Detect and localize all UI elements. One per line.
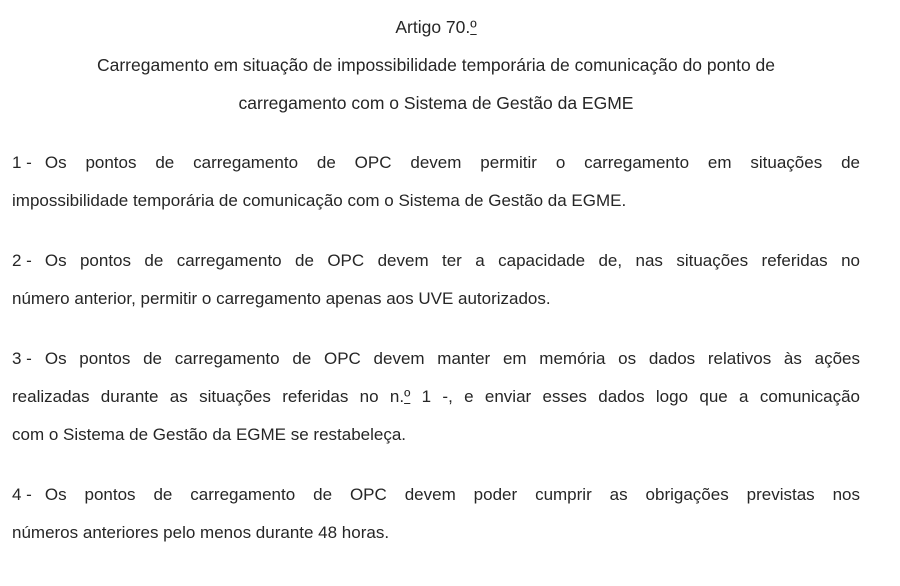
paragraph-1-text: Os pontos de carregamento de OPC devem permitir o carregamento em situações de (44, 153, 860, 172)
paragraph-4 (12, 476, 860, 552)
number-ordinal-indicator: º (404, 387, 411, 406)
paragraph-3-line-2 (12, 378, 860, 416)
article-subtitle-line-2: carregamento com o Sistema de Gestão da EGME (238, 93, 634, 113)
paragraph-2 (12, 242, 860, 318)
paragraph-4-line-2: números anteriores pelo menos durante 48 horas. (12, 523, 390, 542)
paragraph-2-line-2: número anterior, permitir o carregamento apenas aos UVE autorizados. (12, 289, 551, 308)
paragraph-3-line-2-text: realizadas durante as situações referidas no n. (12, 387, 405, 406)
paragraph-2-text: Os pontos de carregamento de OPC devem ter a capacidade de, nas situações referidas no (44, 251, 860, 270)
paragraph-1-line-1 (12, 144, 860, 182)
article-title-text: Artigo 70. (395, 17, 471, 37)
paragraph-3-line-1 (12, 340, 860, 378)
paragraph-1 (12, 144, 860, 220)
paragraph-3-text: Os pontos de carregamento de OPC devem manter em memória os dados relativos às ações (44, 349, 860, 368)
article-title (12, 8, 860, 46)
paragraph-1-line-2: impossibilidade temporária de comunicação com o Sistema de Gestão da EGME. (12, 191, 627, 210)
paragraph-1-number: 1 - (12, 153, 32, 172)
paragraph-4-text: Os pontos de carregamento de OPC devem poder cumprir as obrigações previstas nos (44, 485, 860, 504)
paragraph-3-number: 3 - (12, 349, 32, 368)
article-subtitle-line-1: Carregamento em situação de impossibilidade temporária de comunicação do ponto de (96, 55, 776, 75)
paragraph-4-number: 4 - (12, 485, 32, 504)
paragraph-2-number: 2 - (12, 251, 32, 270)
paragraph-2-line-1 (12, 242, 860, 280)
paragraph-3 (12, 340, 860, 454)
paragraph-4-line-1 (12, 476, 860, 514)
title-ordinal-indicator: º (470, 17, 477, 37)
paragraph-3-line-3: com o Sistema de Gestão da EGME se restabeleça. (12, 425, 407, 444)
paragraph-3-line-2-text-after: 1 -, e enviar esses dados logo que a comunicação (410, 387, 860, 406)
